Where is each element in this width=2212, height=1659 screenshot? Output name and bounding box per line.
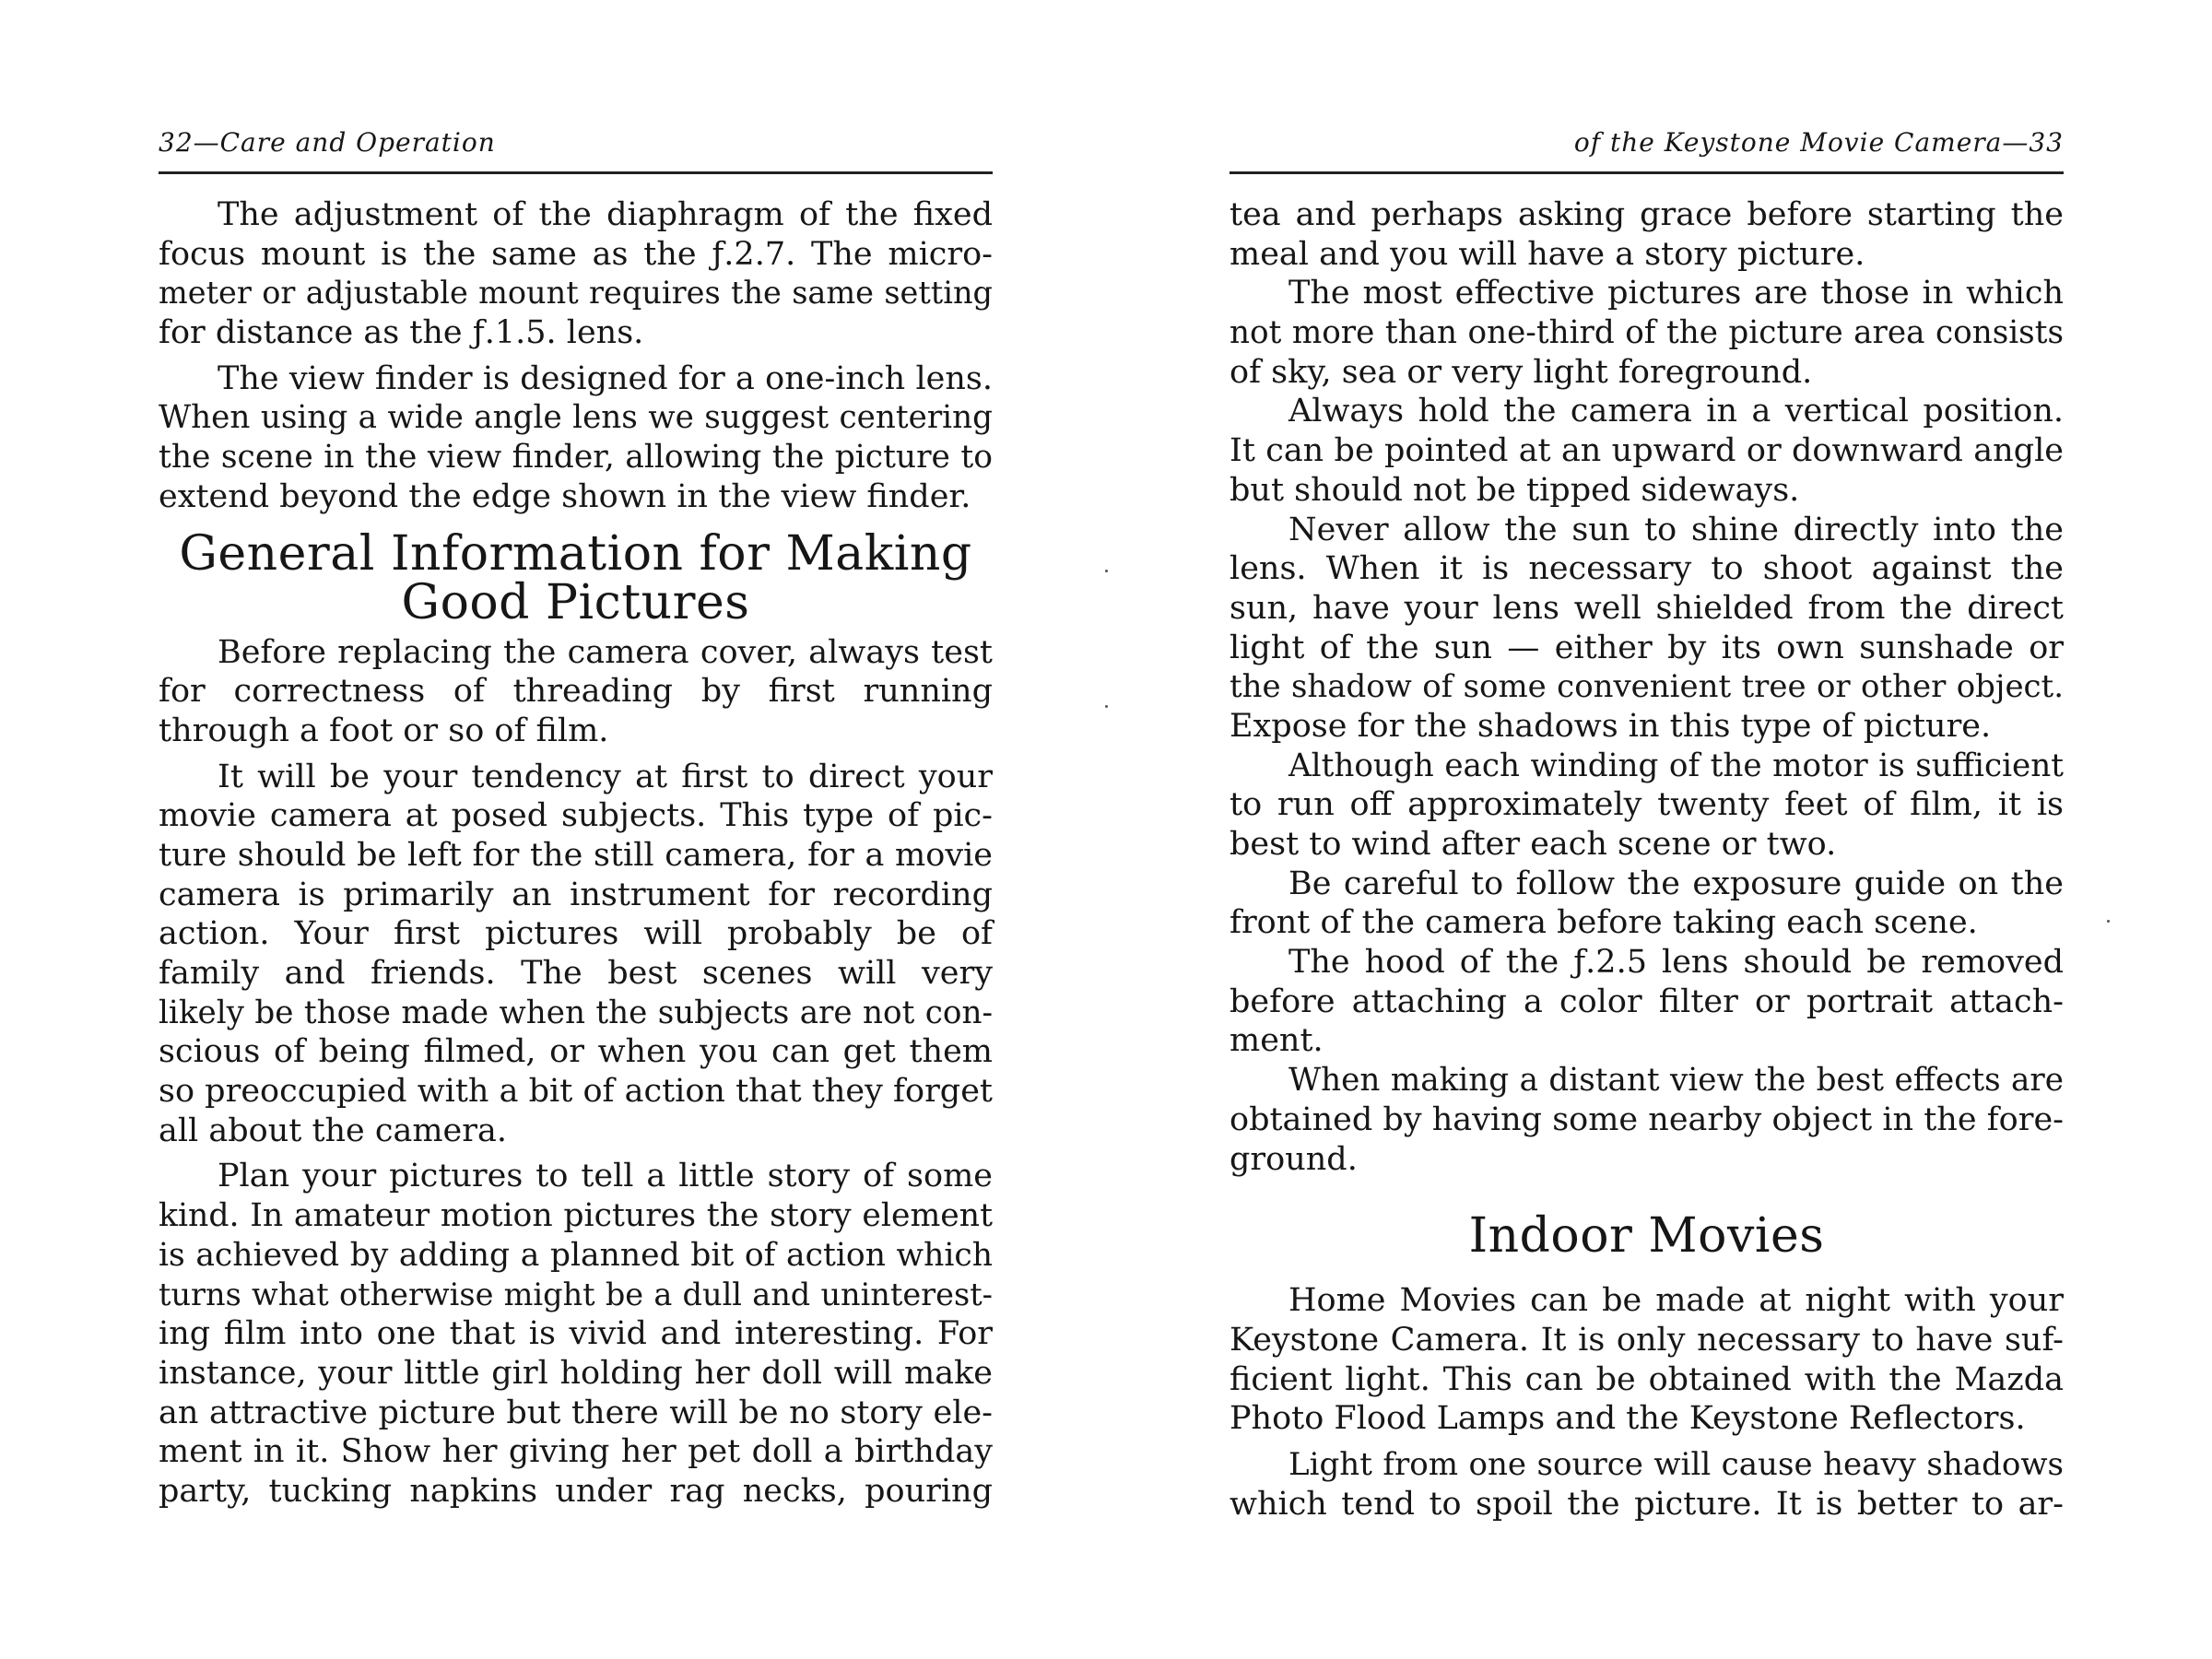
- text-line: Plan your pictures to tell a little story of some: [218, 1158, 993, 1195]
- paragraph-gap: [159, 353, 993, 359]
- running-head-right: of the Keystone Movie Camera—33: [1573, 127, 2064, 158]
- text-line: Be careful to follow the exposure guide on the: [1288, 865, 2064, 902]
- scan-speck: [1105, 705, 1108, 708]
- paragraph: [1230, 1445, 2064, 1524]
- paragraph: [1230, 865, 2064, 943]
- text-line: which tend to spoil the picture. It is better to ar-: [1230, 1485, 2064, 1523]
- running-head-left: 32—Care and Operation: [159, 127, 496, 158]
- text-line: light of the sun — either by its own sunshade or: [1230, 629, 2064, 666]
- paragraph-gap: [159, 751, 993, 758]
- text-line: meter or adjustable mount requires the same setting: [159, 275, 993, 312]
- text-line: Always hold the camera in a vertical position.: [1288, 393, 2064, 430]
- text-line: When making a distant view the best effects are: [1288, 1062, 2064, 1100]
- text-line: When using a wide angle lens we suggest centering: [159, 399, 993, 437]
- paragraph: [1230, 195, 2064, 274]
- text-line: ture should be left for the still camera, for a movie: [159, 836, 993, 874]
- text-line: family and friends. The best scenes will very: [159, 955, 993, 992]
- paragraph: [1230, 392, 2064, 510]
- text-line: ground.: [1230, 1140, 1358, 1178]
- text-line: ment in it. Show her giving her pet doll a birthday: [159, 1433, 993, 1471]
- paragraph: [159, 359, 993, 517]
- text-line: so preoccupied with a bit of action that they forget: [159, 1073, 993, 1111]
- section-heading-line: Indoor Movies: [1468, 1208, 1825, 1265]
- text-line: front of the camera before taking each scene.: [1230, 904, 1978, 942]
- paragraph: [159, 633, 993, 751]
- text-line: but should not be tipped sideways.: [1230, 471, 1800, 509]
- paragraph: [1230, 747, 2064, 865]
- text-line: The most effective pictures are those in which: [1288, 275, 2064, 312]
- text-line: best to wind after each scene or two.: [1230, 826, 1837, 863]
- section-heading-line: General Information for Making: [179, 525, 972, 582]
- text-line: an attractive picture but there will be no story ele-: [159, 1394, 993, 1431]
- paragraph: [1230, 1281, 2064, 1439]
- text-line: sun, have your lens well shielded from the direct: [1230, 589, 2064, 627]
- text-line: instance, your little girl holding her doll will make: [159, 1354, 993, 1392]
- text-line: extend beyond the edge shown in the view finder.: [159, 477, 971, 515]
- text-line: ficient light. This can be obtained with the Mazda: [1230, 1360, 2064, 1398]
- paragraph: [159, 1157, 993, 1511]
- text-line: focus mount is the same as the ƒ.2.7. The micro-: [159, 235, 993, 273]
- section-heading: [159, 517, 993, 633]
- section-heading: [1230, 1179, 2064, 1281]
- text-line: through a foot or so of film.: [159, 712, 609, 749]
- text-line: Before replacing the camera cover, always test: [218, 633, 993, 671]
- text-line: The hood of the ƒ.2.5 lens should be removed: [1288, 944, 2064, 982]
- text-line: The view finder is designed for a one-inch lens.: [218, 359, 993, 397]
- text-line: likely be those made when the subjects are not con-: [159, 994, 993, 1031]
- text-line: action. Your first pictures will probably be of: [159, 915, 993, 953]
- text-line: movie camera at posed subjects. This type of pic-: [159, 797, 993, 835]
- text-line: Keystone Camera. It is only necessary to have suf-: [1230, 1321, 2064, 1359]
- text-line: Although each winding of the motor is sufficient: [1288, 747, 2064, 784]
- text-line: before attaching a color filter or portrait attach-: [1230, 982, 2064, 1020]
- scan-speck: [2107, 920, 2110, 923]
- text-line: of sky, sea or very light foreground.: [1230, 353, 1813, 391]
- text-line: Home Movies can be made at night with your: [1288, 1282, 2064, 1320]
- text-line: meal and you will have a story picture.: [1230, 235, 1865, 273]
- text-line: for correctness of threading by first running: [159, 673, 993, 711]
- paragraph: [1230, 1061, 2064, 1179]
- text-line: obtained by having some nearby object in the fore-: [1230, 1100, 2064, 1138]
- left-page: [159, 0, 993, 1659]
- text-line: is achieved by adding a planned bit of action which: [159, 1236, 993, 1274]
- right-page: [1230, 0, 2064, 1659]
- text-line: camera is primarily an instrument for recording: [159, 876, 993, 913]
- paragraph: [1230, 511, 2064, 747]
- text-line: It can be pointed at an upward or downward angle: [1230, 432, 2064, 470]
- paragraph: [1230, 274, 2064, 392]
- paragraph-gap: [159, 1150, 993, 1157]
- text-line: Light from one source will cause heavy shadows: [1288, 1445, 2064, 1483]
- paragraph: [159, 195, 993, 353]
- text-line: turns what otherwise might be a dull and uninterest-: [159, 1276, 993, 1312]
- header-rule-left: [159, 171, 993, 174]
- header-rule-right: [1230, 171, 2064, 174]
- right-page-body: [1230, 195, 2064, 1524]
- text-line: It will be your tendency at first to direct your: [218, 758, 993, 795]
- text-line: ing film into one that is vivid and interesting. For: [159, 1315, 993, 1353]
- text-line: ment.: [1230, 1022, 1324, 1060]
- text-line: Photo Flood Lamps and the Keystone Reflectors.: [1230, 1400, 2026, 1438]
- text-line: lens. When it is necessary to shoot against the: [1230, 550, 2064, 588]
- text-line: kind. In amateur motion pictures the story element: [159, 1197, 993, 1235]
- section-heading-line: Good Pictures: [401, 574, 750, 630]
- left-page-body: [159, 195, 993, 1512]
- paragraph: [159, 758, 993, 1151]
- text-line: Expose for the shadows in this type of picture.: [1230, 707, 1992, 745]
- text-line: to run off approximately twenty feet of film, it is: [1230, 786, 2064, 824]
- text-line: the scene in the view finder, allowing the picture to: [159, 439, 993, 477]
- scan-speck: [1105, 570, 1108, 572]
- text-line: The adjustment of the diaphragm of the fixed: [218, 196, 993, 233]
- text-line: party, tucking napkins under rag necks, pouring: [159, 1472, 993, 1510]
- text-line: not more than one-third of the picture area consists: [1230, 314, 2064, 352]
- paragraph-gap: [1230, 1439, 2064, 1445]
- text-line: tea and perhaps asking grace before starting the: [1230, 196, 2064, 233]
- text-line: for distance as the ƒ.1.5. lens.: [159, 314, 644, 352]
- text-line: all about the camera.: [159, 1112, 507, 1149]
- text-line: scious of being filmed, or when you can get them: [159, 1033, 993, 1071]
- text-line: the shadow of some convenient tree or other object.: [1230, 668, 2064, 706]
- paragraph: [1230, 943, 2064, 1061]
- text-line: Never allow the sun to shine directly into the: [1288, 511, 2064, 548]
